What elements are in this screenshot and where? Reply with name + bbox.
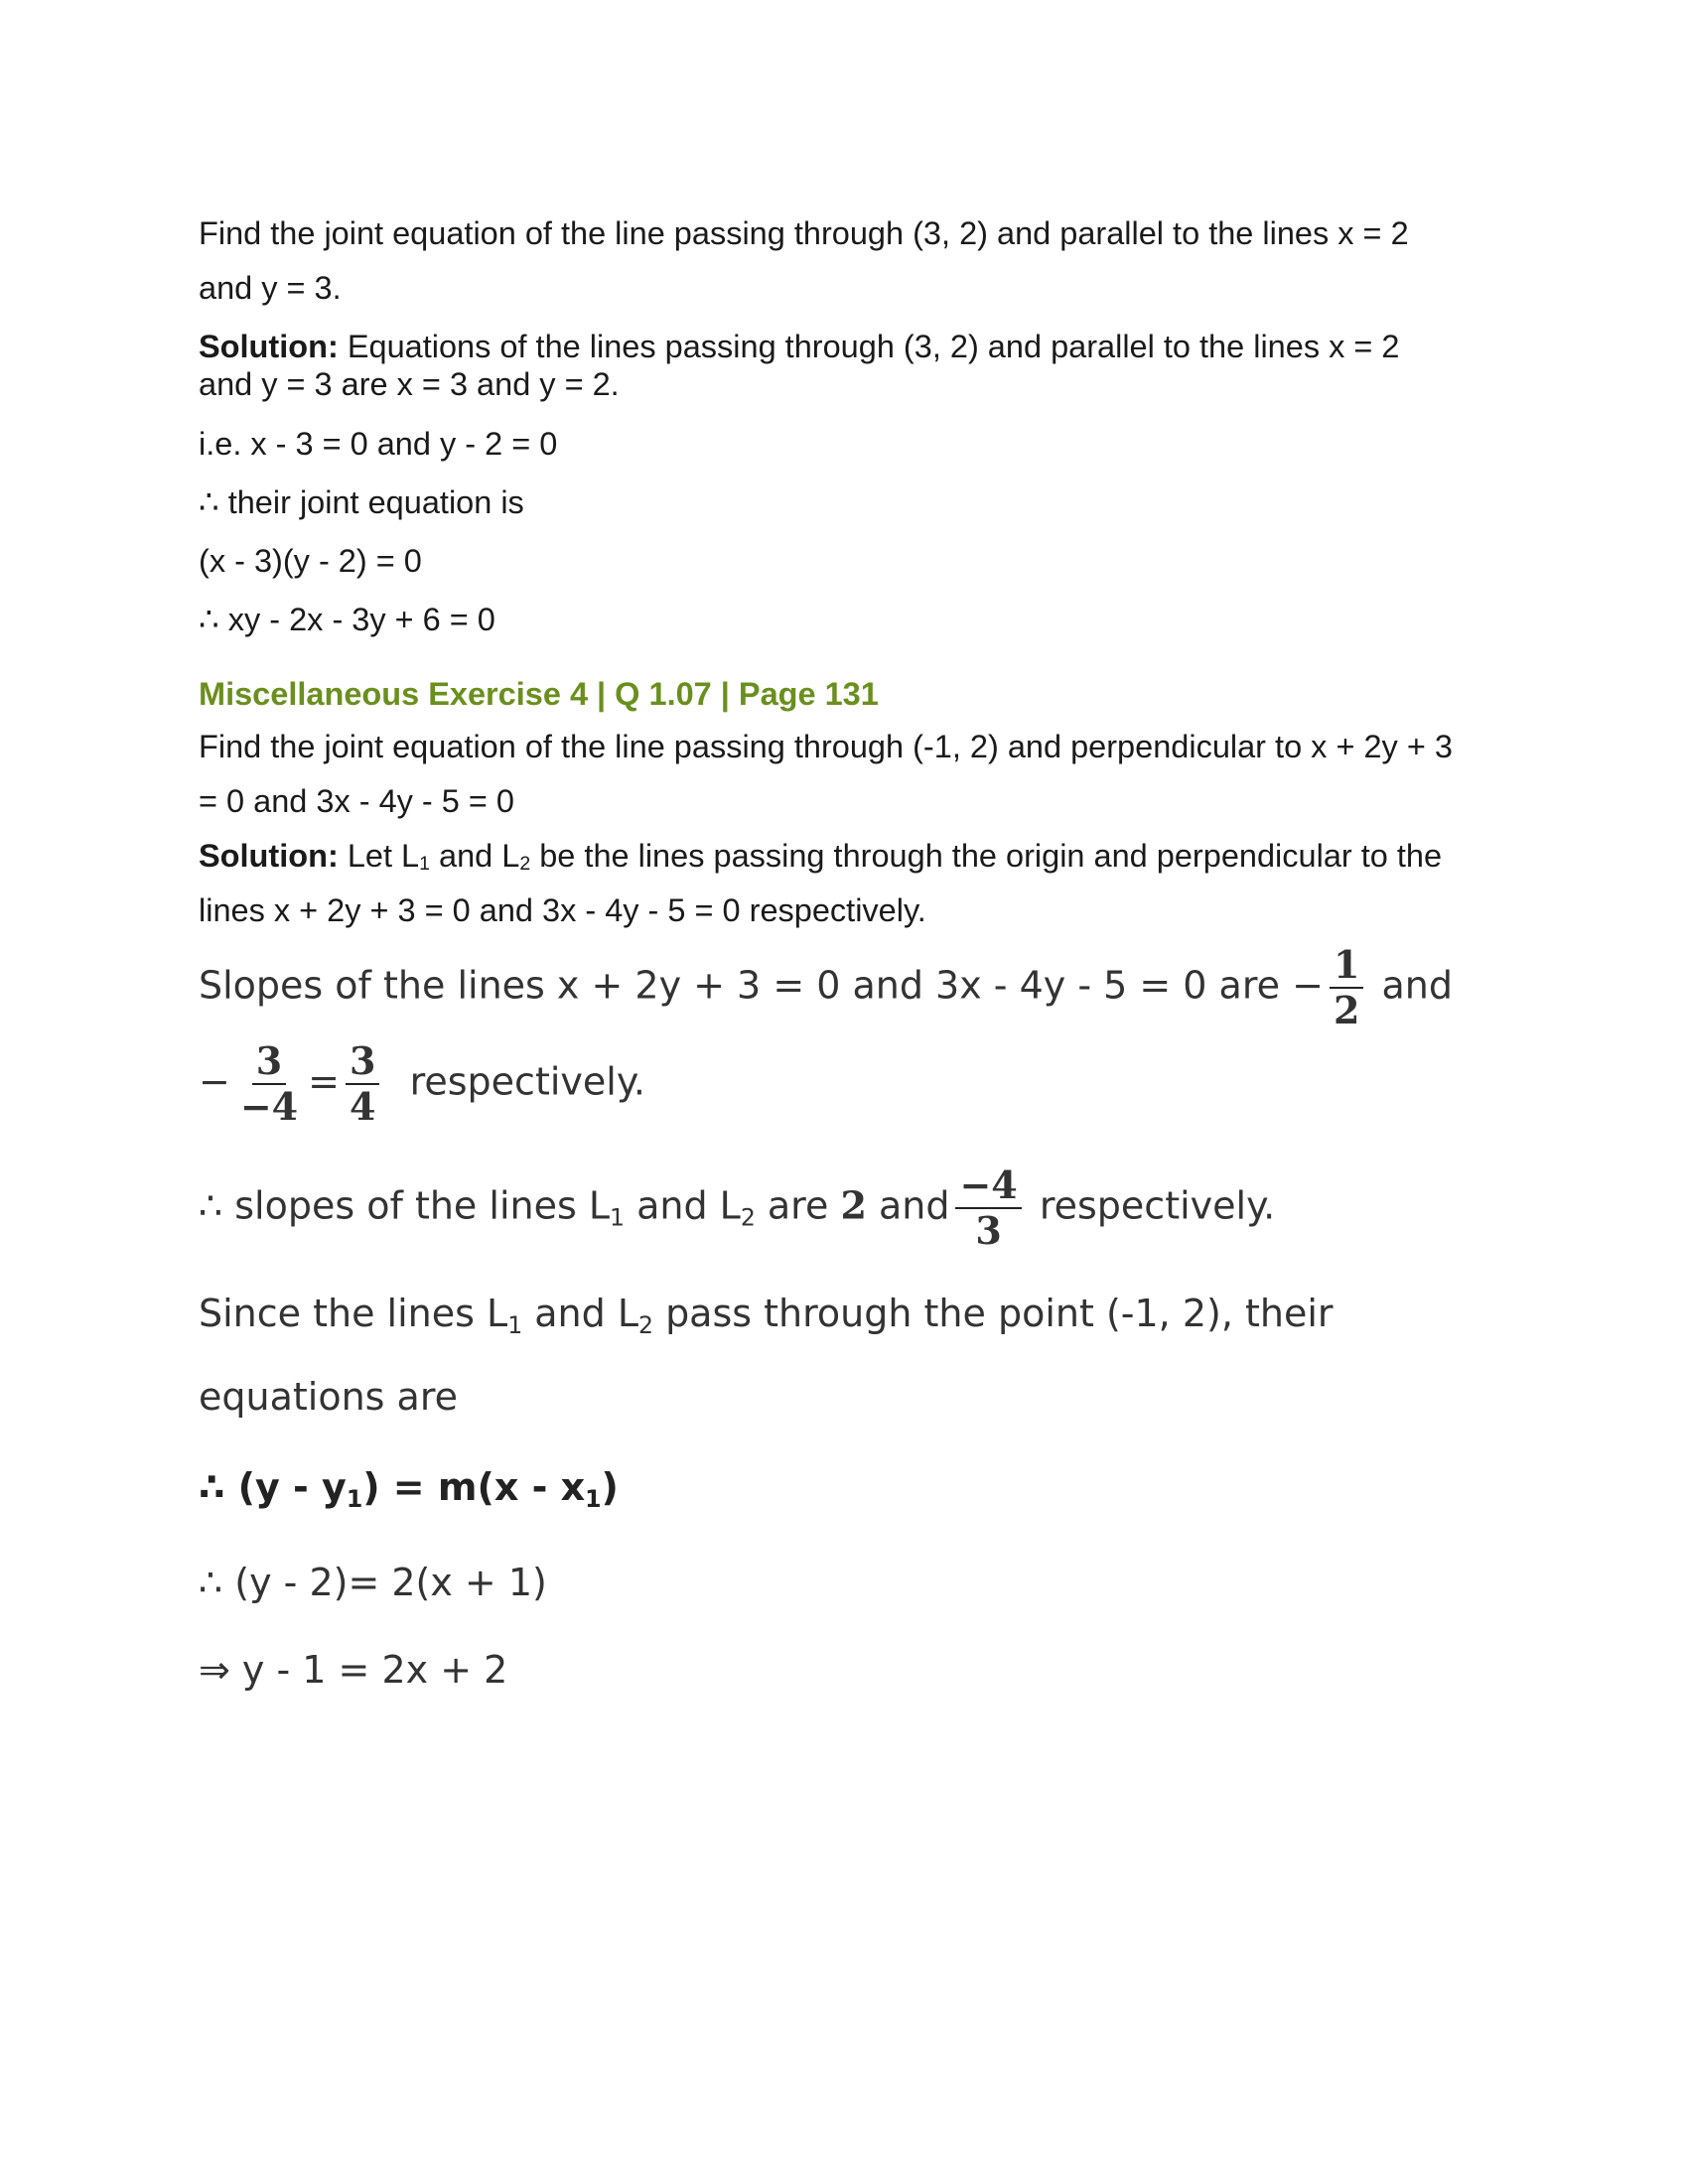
q1-question-line1: Find the joint equation of the line passing through (3, 2) and parallel to the lines x = 2 (199, 215, 1409, 251)
solution-label: Solution: (199, 329, 339, 364)
q1-step-4: ∴ xy - 2x - 3y + 6 = 0 (199, 602, 495, 637)
q2-question-line2: = 0 and 3x - 4y - 5 = 0 (199, 783, 514, 819)
fraction-three-quarters: $\frac{3}{4}$ (346, 1039, 379, 1129)
q1-step-2: ∴ their joint equation is (199, 484, 524, 520)
point-slope-formula: ∴ $(y - y_1) = m(x - x_1)$ (199, 1465, 619, 1514)
therefore-slopes-line: ∴ slopes of the lines $L_1$ and $L_2$ are 2 and $\frac{-4}{3}$ respectively. (199, 1162, 1276, 1253)
q1-step-1: i.e. x - 3 = 0 and y - 2 = 0 (199, 426, 558, 462)
slope-fractions-line: − $\frac{3}{-4}$ = $\frac{3}{4}$ respectively. (199, 1038, 645, 1129)
q1-solution-text: Equations of the lines passing through (3, 2) and parallel to the lines x = 2 (338, 329, 1400, 364)
q2-heading: Miscellaneous Exercise 4 | Q 1.07 | Page 131 (199, 676, 879, 712)
q2-solution-line2: lines x + 2y + 3 = 0 and 3x - 4y - 5 = 0 respectively. (199, 892, 926, 928)
q2-solution-line1: Solution: Let $L_1$ and $L_2$ be the lines passing through the origin and perpendicular to the (199, 838, 1443, 875)
q2-question-line1: Find the joint equation of the line passing through (-1, 2) and perpendicular to x + 2y + 3 (199, 729, 1453, 764)
q1-step-3: (x - 3)(y - 2) = 0 (199, 543, 422, 579)
q1-question-line2: and y = 3. (199, 270, 342, 306)
equations-are-line: equations are (199, 1375, 458, 1419)
equation-step-2: ⇒ y - 1 = 2x + 2 (199, 1648, 508, 1692)
fraction-minus-four-thirds: $\frac{-4}{3}$ (955, 1163, 1021, 1253)
since-line: Since the lines $L_1$ and $L_2$ pass through the point (-1, 2), their (199, 1292, 1334, 1340)
q1-solution-line1 (199, 328, 1529, 365)
fraction-three-over-minus-four: $\frac{3}{-4}$ (239, 1038, 299, 1129)
q1-solution-line2: and y = 3 are x = 3 and y = 2. (199, 366, 620, 402)
fraction-one-half: $\frac{1}{2}$ (1330, 943, 1363, 1032)
solution-label: Solution: (199, 838, 339, 874)
equation-step-1: ∴ (y - 2)= 2(x + 1) (199, 1561, 547, 1604)
slopes-line: Slopes of the lines x + 2y + 3 = 0 and 3x - 4y - 5 = 0 are − $\frac{1}{2}$ and (199, 942, 1453, 1032)
